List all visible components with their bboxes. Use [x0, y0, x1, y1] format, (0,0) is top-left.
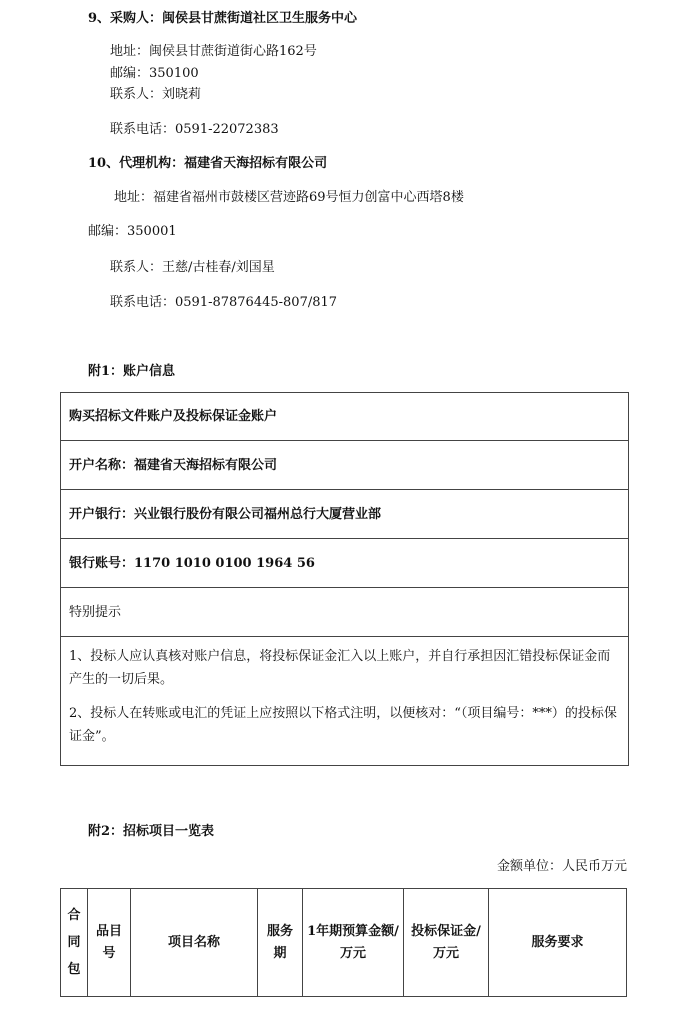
- purchaser-phone: 联系电话：0591-22072383: [110, 122, 279, 137]
- purchaser-address: 地址：闽侯县甘蔗街道街心路162号: [110, 44, 317, 59]
- account-bank: 开户银行：兴业银行股份有限公司福州总行大厦营业部: [61, 490, 628, 539]
- bid-items-table: [60, 888, 627, 997]
- account-number: 银行账号：1170 1010 0100 1964 56: [61, 539, 628, 588]
- col-service-period: 服务 期: [258, 889, 303, 997]
- col-item-name: 项目名称: [131, 889, 258, 997]
- agency-phone: 联系电话：0591-87876445-807/817: [110, 295, 338, 310]
- notice-body: [61, 637, 628, 766]
- col-service-requirements: 服务要求: [489, 889, 627, 997]
- amount-unit-note: 金额单位：人民币万元: [496, 859, 627, 874]
- agency-address: 地址：福建省福州市鼓楼区营迹路69号恒力创富中心西塔8楼: [114, 190, 464, 205]
- notice-item-2: 2、投标人在转账或电汇的凭证上应按照以下格式注明，以便核对：“（项目编号：***）的投标保证金”。: [69, 706, 617, 744]
- account-info-table: [60, 392, 629, 766]
- appendix1-title: 附1：账户信息: [88, 364, 176, 379]
- purchaser-contact: 联系人：刘晓莉: [110, 87, 202, 102]
- col-budget: 1年期预算金额/ 万元: [303, 889, 404, 997]
- col-contract-package: 合 同 包: [61, 889, 88, 997]
- appendix2-title: 附2：招标项目一览表: [88, 824, 215, 839]
- agency-postcode: 邮编：350001: [88, 224, 177, 239]
- col-deposit: 投标保证金/ 万元: [404, 889, 489, 997]
- agency-heading: 10、代理机构：福建省天海招标有限公司: [88, 156, 328, 171]
- account-table-header: 购买招标文件账户及投标保证金账户: [61, 393, 628, 441]
- col-item-no: 品目 号: [88, 889, 131, 997]
- purchaser-postcode: 邮编：350100: [110, 66, 199, 81]
- notice-item-1: 1、投标人应认真核对账户信息，将投标保证金汇入以上账户，并自行承担因汇错投标保证金而产生的一切后果。: [69, 649, 611, 687]
- notice-title: 特别提示: [61, 588, 628, 637]
- account-name: 开户名称：福建省天海招标有限公司: [61, 441, 628, 490]
- table-header-row: [61, 889, 627, 997]
- purchaser-heading: 9、采购人：闽侯县甘蔗街道社区卫生服务中心: [88, 11, 358, 26]
- agency-contact: 联系人：王慈/古桂春/刘国星: [110, 260, 275, 275]
